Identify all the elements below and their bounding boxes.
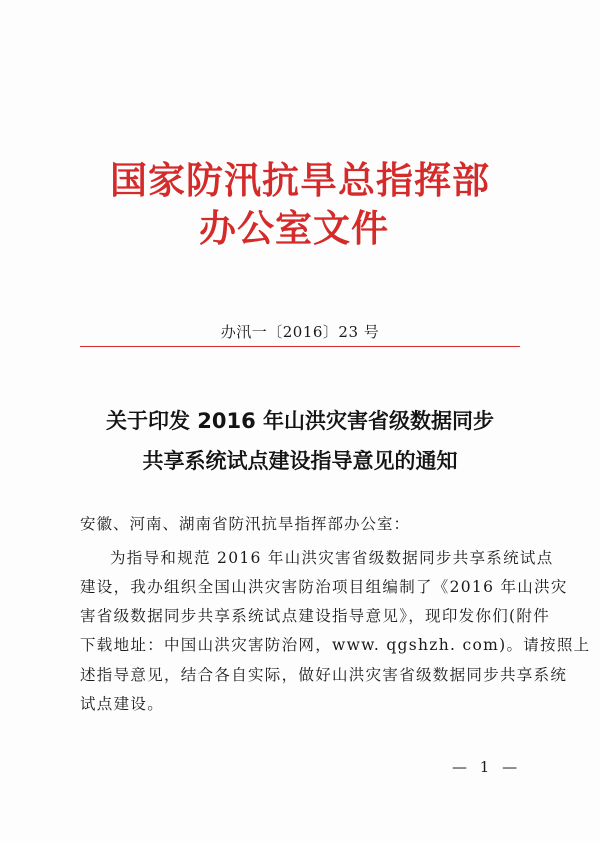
document-number: 办汛一〔2016〕23 号 bbox=[220, 323, 380, 341]
body-paragraph-line: 下载地址：中国山洪灾害防治网，www. qgshzh. com)。请按照上 bbox=[80, 636, 591, 654]
body-paragraph-line: 害省级数据同步共享系统试点建设指导意见》，现印发你们(附件 bbox=[80, 607, 550, 625]
notice-title-line-2: 共享系统试点建设指导意见的通知 bbox=[142, 449, 458, 473]
recipient-line: 安徽、河南、湖南省防汛抗旱指挥部办公室： bbox=[80, 515, 411, 533]
body-paragraph-line: 建设，我办组织全国山洪灾害防治项目组编制了《2016 年山洪灾 bbox=[80, 578, 568, 596]
issuing-office-title: 国家防汛抗旱总指挥部 bbox=[110, 159, 490, 202]
body-paragraph-line: 为指导和规范 2016 年山洪灾害省级数据同步共享系统试点 bbox=[110, 549, 554, 567]
document-type-title: 办公室文件 bbox=[199, 207, 389, 250]
body-paragraph-line: 述指导意见，结合各自实际，做好山洪灾害省级数据同步共享系统 bbox=[80, 666, 568, 684]
red-divider-line bbox=[80, 346, 520, 347]
page-number: — 1 — bbox=[452, 758, 522, 776]
body-paragraph-line: 试点建设。 bbox=[80, 695, 165, 713]
notice-title-line-1: 关于印发 2016 年山洪灾害省级数据同步 bbox=[105, 409, 495, 433]
